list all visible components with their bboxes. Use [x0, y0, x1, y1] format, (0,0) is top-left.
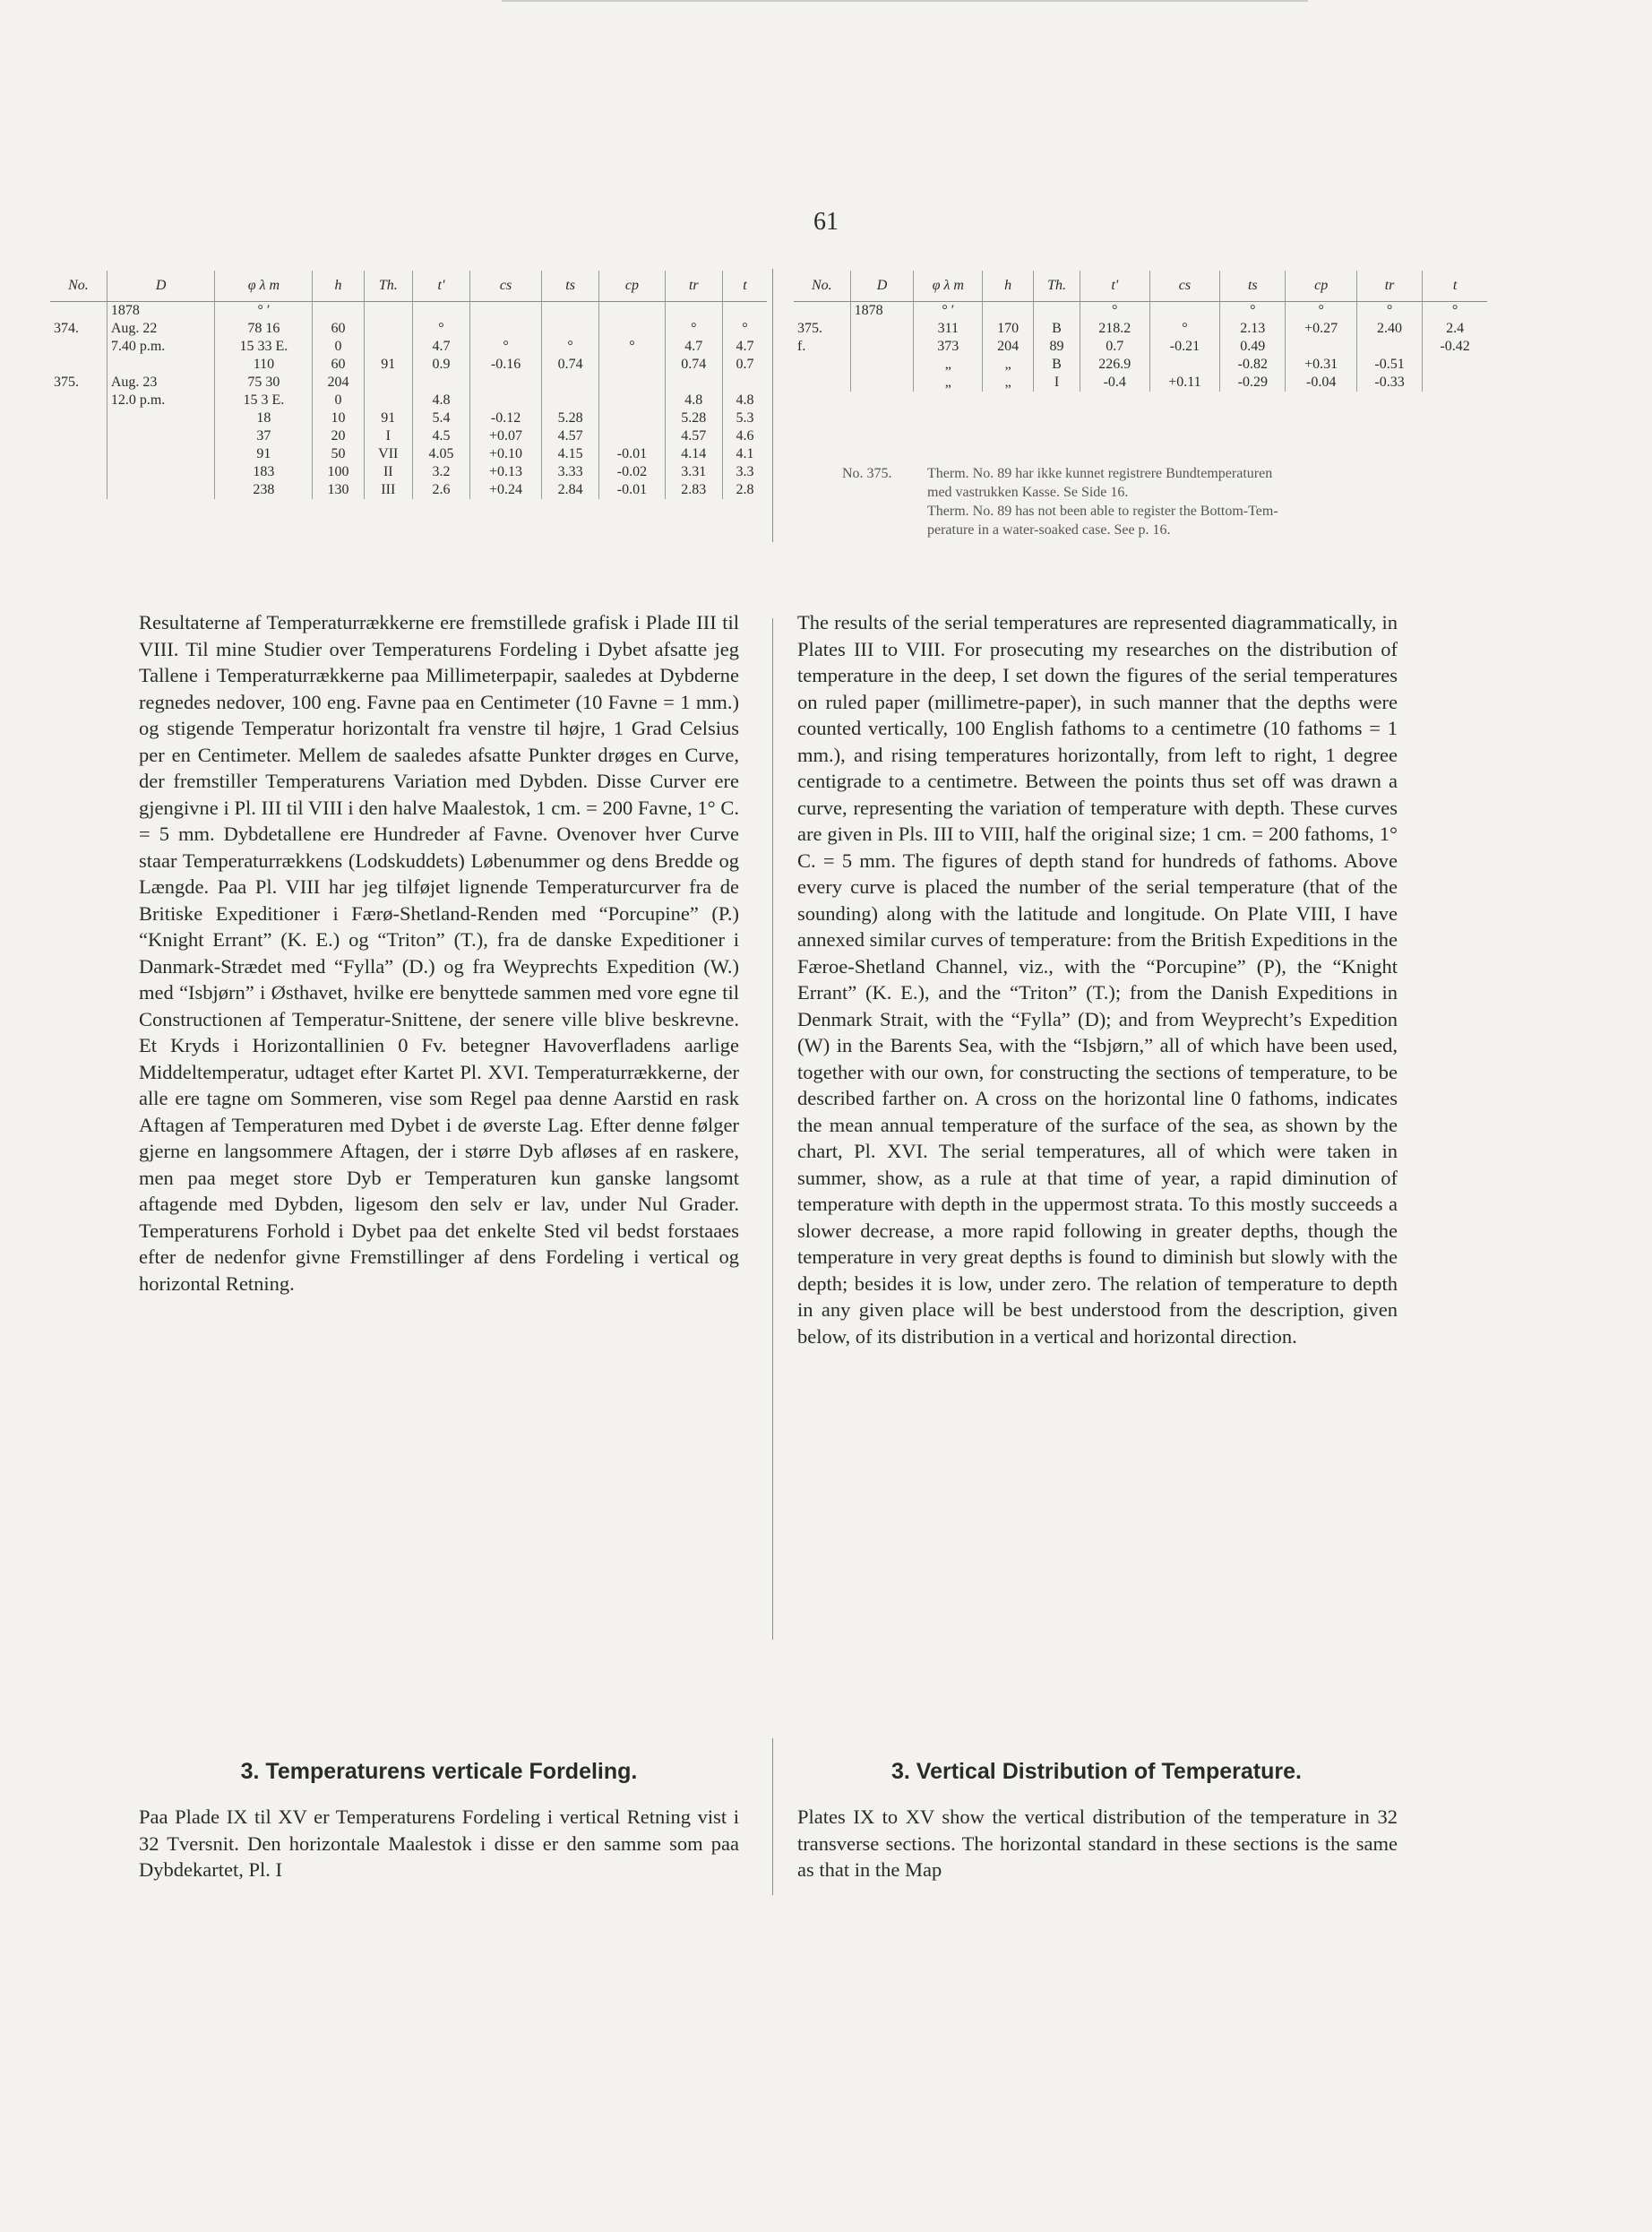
table-cell: 311	[914, 320, 983, 338]
table-cell: °	[1220, 302, 1286, 321]
table-cell: 183	[215, 463, 313, 481]
table-cell: +0.10	[470, 445, 542, 463]
table-cell: -0.51	[1356, 356, 1422, 374]
column-header: cs	[470, 271, 542, 302]
table-cell	[1149, 302, 1220, 321]
table-cell: 2.40	[1356, 320, 1422, 338]
column-header: t	[1423, 271, 1487, 302]
footnote-line: perature in a water-soaked case. See p. 16.	[927, 522, 1171, 538]
table-cell: 5.4	[412, 409, 469, 427]
table-cell: 4.14	[665, 445, 722, 463]
table-body	[794, 302, 1487, 392]
table-cell: 4.8	[722, 392, 767, 409]
table-cell: „	[983, 356, 1034, 374]
table-cell: 91	[364, 356, 412, 374]
column-header: D	[850, 271, 914, 302]
table-cell: 10	[313, 409, 364, 427]
table-cell	[850, 320, 914, 338]
table-row	[794, 320, 1487, 338]
table-cell: 374.	[54, 321, 79, 336]
table-row	[50, 392, 767, 409]
table-cell	[50, 427, 107, 445]
table-cell: I	[1034, 374, 1080, 392]
table-row	[50, 427, 767, 445]
column-header: t'	[1080, 271, 1149, 302]
table-cell: 1878	[850, 302, 914, 321]
column-divider-middle	[772, 618, 773, 1640]
table-cell: „	[983, 374, 1034, 392]
table-cell: 226.9	[1080, 356, 1149, 374]
table-cell: ° ′	[215, 302, 313, 321]
section-heading-norwegian: 3. Temperaturens verticale Fordeling.	[240, 1759, 638, 1784]
table-cell: 0.49	[1220, 338, 1286, 356]
serial-temperature-table-right	[794, 271, 1487, 392]
table-cell	[794, 374, 850, 392]
column-header: ts	[542, 271, 599, 302]
column-header: tr	[1356, 271, 1422, 302]
table-cell: °	[665, 320, 722, 338]
table-cell: 75 30	[215, 374, 313, 392]
table-cell	[1423, 374, 1487, 392]
table-cell: °	[1286, 302, 1357, 321]
table-cell: 5.3	[722, 409, 767, 427]
table-cell: +0.24	[470, 481, 542, 499]
norwegian-text-column	[139, 609, 739, 1297]
table-cell	[542, 302, 599, 321]
table-cell	[599, 374, 665, 392]
footnote-label: No. 375.	[842, 466, 892, 481]
table-cell	[364, 392, 412, 409]
table-cell: -0.29	[1220, 374, 1286, 392]
norwegian-paragraph: Resultaterne af Temperaturrækkerne ere fremstillede grafisk i Plade III til VIII. Til mine Studier over Temperaturens Fordeling i Dybet afsatte jeg Tallene i Temperaturrækkerne paa Millimeterpapir, saaledes at Dybderne regnedes nedover, 100 eng. Favne paa en Centimeter (10 Favne = 1 mm.) og stigende Temperatur horizontalt fra venstre til højre, 1 Grad Celsius per en Centimeter. Mellem de saaledes afsatte Punkter drøges en Curve, der fremstiller Temperaturens Variation med Dybden. Disse Curver ere gjengivne i Pl. III til VIII i den halve Maalestok, 1 cm. = 200 Favne, 1° C. = 5 mm. Dybdetallene ere Hundreder af Favne. Ovenover hver Curve staar Temperaturrækkens (Lodskuddets) Løbenummer og dens Bredde og Længde. Paa Pl. VIII har jeg tilføjet lignende Temperaturcurver fra de Britiske Expeditioner i Færø-Shetland-Renden med “Porcupine” (P.) “Knight Errant” (K. E.) og “Triton” (T.), fra de danske Expeditioner i Danmark-Strædet med “Fylla” (D.) og fra Weyprechts Expedition (W.) med “Isbjørn” i Østhavet, hvilke ere benyttede sammen med vore egne til Constructionen af Temperatur-Snittene, der senere ville blive beskrevne. Et Kryds i Horizontallinien 0 Fv. betegner Havoverfladens aarlige Middeltemperatur, udtaget efter Kartet Pl. XVI. Temperaturrækkerne, der alle ere tagne om Sommeren, vise som Regel paa denne Aarstid en rask Aftagen af Temperaturen med Dybet i de øverste Lag. Efter denne følger gjerne en langsommere Aftagen, der i større Dyb afløses af en raskere, men paa meget store Dyb er Temperaturen kun ganske langsomt aftagende med Dybden, ligesom den selv er lav, under Nul Grader. Temperaturens Forhold i Dybet paa det enkelte Sted vil bedst forstaaes efter de nedenfor givne Fremstillinger af dens Fordeling i vertical og horizontal Retning.	[139, 611, 739, 1295]
table-cell: 204	[983, 338, 1034, 356]
table-cell: 3.3	[722, 463, 767, 481]
english-text-column	[797, 609, 1398, 1349]
table-header-row	[794, 271, 1487, 302]
table-cell: 204	[313, 374, 364, 392]
section-text-norwegian: Paa Plade IX til XV er Temperaturens Fordeling i vertical Retning vist i 32 Tversnit. Den horizontale Maalestok i disse er den samme som paa Dybdekartet, Pl. I	[139, 1805, 739, 1881]
footnote-line: Therm. No. 89 har ikke kunnet registrere Bundtemperaturen	[927, 466, 1273, 481]
table-cell: 170	[983, 320, 1034, 338]
table-cell: 60	[313, 356, 364, 374]
column-header: D	[107, 271, 215, 302]
table-cell	[364, 320, 412, 338]
table-cell: 37	[215, 427, 313, 445]
table-cell: -0.82	[1220, 356, 1286, 374]
table-cell: 7.40 p.m.	[107, 338, 215, 356]
table-cell: 4.7	[412, 338, 469, 356]
table-cell	[107, 409, 215, 427]
table-cell: 4.7	[665, 338, 722, 356]
table-cell: 4.57	[542, 427, 599, 445]
table-cell: III	[364, 481, 412, 499]
table-cell: 0	[313, 338, 364, 356]
table-cell: -0.33	[1356, 374, 1422, 392]
table-cell: 375.	[797, 321, 822, 336]
table-cell: 78 16	[215, 320, 313, 338]
table-cell: +0.27	[1286, 320, 1357, 338]
table-cell: 2.8	[722, 481, 767, 499]
table-cell: 4.1	[722, 445, 767, 463]
table-cell	[50, 302, 107, 321]
table-cell: „	[914, 374, 983, 392]
table-cell	[1423, 356, 1487, 374]
table-cell: f.	[797, 339, 806, 354]
table-cell: 4.5	[412, 427, 469, 445]
table-cell: 5.28	[665, 409, 722, 427]
table-cell	[983, 302, 1034, 321]
scan-top-edge	[502, 0, 1308, 2]
table-cell: °	[599, 338, 665, 356]
table-cell: °	[1149, 320, 1220, 338]
table-cell: 50	[313, 445, 364, 463]
table-cell	[107, 463, 215, 481]
table-row	[50, 302, 767, 321]
column-header: No.	[50, 271, 107, 302]
table-cell: °	[470, 338, 542, 356]
table-cell: 0.74	[542, 356, 599, 374]
table-cell	[364, 338, 412, 356]
table-cell	[364, 374, 412, 392]
footnote-line: Therm. No. 89 has not been able to register the Bottom-Tem-	[927, 504, 1278, 519]
table-row	[794, 302, 1487, 321]
table-cell	[470, 392, 542, 409]
table-cell: +0.31	[1286, 356, 1357, 374]
table-row	[50, 338, 767, 356]
table-cell	[364, 302, 412, 321]
table-cell	[1356, 338, 1422, 356]
table-cell: B	[1034, 356, 1080, 374]
table-cell: -0.04	[1286, 374, 1357, 392]
table-cell: 15 3 E.	[215, 392, 313, 409]
table-cell	[850, 338, 914, 356]
table-cell: -0.01	[599, 445, 665, 463]
table-row	[50, 445, 767, 463]
table-cell	[599, 356, 665, 374]
table-cell	[107, 427, 215, 445]
table-cell: 375.	[54, 375, 79, 390]
table-body	[50, 302, 767, 500]
column-header: No.	[794, 271, 850, 302]
column-header: h	[313, 271, 364, 302]
table-cell: °	[412, 320, 469, 338]
table-row	[50, 481, 767, 499]
table-cell: 3.33	[542, 463, 599, 481]
table-cell	[1034, 302, 1080, 321]
table-cell: 1878	[107, 302, 215, 321]
table-cell: -0.16	[470, 356, 542, 374]
table-cell: 2.6	[412, 481, 469, 499]
table-cell: -0.4	[1080, 374, 1149, 392]
table-cell: 130	[313, 481, 364, 499]
table-cell	[599, 392, 665, 409]
table-cell: -0.12	[470, 409, 542, 427]
table-cell: +0.07	[470, 427, 542, 445]
table-row	[794, 374, 1487, 392]
table-cell	[665, 374, 722, 392]
column-header: Th.	[364, 271, 412, 302]
table-cell	[50, 338, 107, 356]
table-row	[50, 409, 767, 427]
table-cell	[599, 302, 665, 321]
table-cell: 4.15	[542, 445, 599, 463]
table-cell	[599, 427, 665, 445]
column-header: φ λ m	[914, 271, 983, 302]
table-cell: II	[364, 463, 412, 481]
table-cell: 15 33 E.	[215, 338, 313, 356]
table-cell: °	[1080, 302, 1149, 321]
table-cell: 4.05	[412, 445, 469, 463]
table-row	[50, 374, 767, 392]
table-cell: I	[364, 427, 412, 445]
table-cell	[50, 463, 107, 481]
table-cell	[470, 302, 542, 321]
table-cell: 238	[215, 481, 313, 499]
table-cell	[722, 374, 767, 392]
table-cell: +0.13	[470, 463, 542, 481]
page-number: 61	[813, 208, 839, 236]
table-cell: 2.83	[665, 481, 722, 499]
table-cell	[722, 302, 767, 321]
table-cell: 60	[313, 320, 364, 338]
table-cell: 91	[215, 445, 313, 463]
column-divider-top	[772, 269, 773, 542]
column-divider-bottom	[772, 1738, 773, 1895]
serial-temperature-table-left	[50, 271, 767, 499]
table-cell: „	[914, 356, 983, 374]
table-cell: VII	[364, 445, 412, 463]
table-cell: 2.4	[1423, 320, 1487, 338]
table-cell: 0.7	[1080, 338, 1149, 356]
table-cell: 100	[313, 463, 364, 481]
table-cell: -0.21	[1149, 338, 1220, 356]
table-cell: 4.8	[412, 392, 469, 409]
table-cell: 0.9	[412, 356, 469, 374]
column-header: φ λ m	[215, 271, 313, 302]
table-cell	[50, 445, 107, 463]
table-row	[50, 463, 767, 481]
table-cell: 3.2	[412, 463, 469, 481]
table-cell	[794, 302, 850, 321]
table-cell: 4.8	[665, 392, 722, 409]
table-cell	[850, 374, 914, 392]
table-cell: °	[1356, 302, 1422, 321]
table-cell	[412, 302, 469, 321]
footnote-text	[927, 464, 1491, 539]
column-header: cp	[1286, 271, 1357, 302]
table-footnote	[842, 464, 1491, 539]
table-cell: 4.57	[665, 427, 722, 445]
table-cell	[794, 356, 850, 374]
table-cell	[470, 320, 542, 338]
table-cell: 110	[215, 356, 313, 374]
table-cell	[599, 409, 665, 427]
section-heading-english: 3. Vertical Distribution of Temperature.	[891, 1759, 1302, 1784]
table-cell: 91	[364, 409, 412, 427]
table-cell	[542, 392, 599, 409]
table-cell	[50, 392, 107, 409]
table-cell	[542, 374, 599, 392]
table-cell: 0	[313, 392, 364, 409]
table-cell	[107, 481, 215, 499]
table-cell	[412, 374, 469, 392]
column-header: ts	[1220, 271, 1286, 302]
table-cell	[542, 320, 599, 338]
table-cell	[50, 356, 107, 374]
table-cell: 2.13	[1220, 320, 1286, 338]
table-cell: 3.31	[665, 463, 722, 481]
table-cell: 89	[1034, 338, 1080, 356]
table-cell: 12.0 p.m.	[107, 392, 215, 409]
column-header: cs	[1149, 271, 1220, 302]
table-cell: °	[1423, 302, 1487, 321]
table-cell	[50, 481, 107, 499]
table-row	[50, 320, 767, 338]
table-cell: 5.28	[542, 409, 599, 427]
english-paragraph: The results of the serial temperatures are represented diagrammatically, in Plates III to VIII. For prosecuting my researches on the distribution of temperature in the deep, I set down the figures of the serial temperatures on ruled paper (millimetre-paper), in such manner that the depths were counted vertically, 100 English fathoms to a centimetre (10 fathoms = 1 mm.), and rising temperatures horizontally, from left to right, 1 degree centigrade to a centimetre. Between the points thus set off was drawn a curve, representing the variation of temperature with depth. These curves are given in Pls. III to VIII, half the original size; 1 cm. = 200 fathoms, 1° C. = 5 mm. The figures of depth stand for hundreds of fathoms. Above every curve is placed the number of the serial temperature (that of the sounding) along with the latitude and longitude. On Plate VIII, I have annexed similar curves of temperature: from the British Expeditions in the Færoe-Shetland Channel, viz., with the “Porcupine” (P), the “Knight Errant” (K. E.), and the “Triton” (T.); from the Danish Expeditions in Denmark Strait, with the “Fylla” (D); and from Weyprecht’s Expedition (W) in the Barents Sea, with the “Isbjørn,” all of which have been used, together with our own, for constructing the sections of temperature, to be described farther on. A cross on the horizontal line 0 fathoms, indicates the mean annual temperature of the surface of the sea, as shown by the chart, Pl. XVI. The serial temperatures, all of which were taken in summer, show, as a rule at that time of year, a rapid diminution of temperature with depth in the uppermost strata. To this mostly succeeds a slower decrease, a more rapid following in greater depths, though the temperature in very great depths is found to diminish but slowly with the depth; besides it is low, under zero. The relation of temperature to depth in any given place will be best understood from the description, given below, of its distribution in a vertical and horizontal direction.	[797, 611, 1398, 1348]
table-cell: +0.11	[1149, 374, 1220, 392]
table-cell: -0.42	[1423, 338, 1487, 356]
table-cell: 4.7	[722, 338, 767, 356]
table-row	[794, 356, 1487, 374]
table-cell: 373	[914, 338, 983, 356]
table-row	[50, 356, 767, 374]
table-cell: Aug. 23	[107, 374, 215, 392]
table-cell: 18	[215, 409, 313, 427]
table-cell	[470, 374, 542, 392]
table-cell: 20	[313, 427, 364, 445]
table-cell: B	[1034, 320, 1080, 338]
table-cell	[665, 302, 722, 321]
table-cell	[313, 302, 364, 321]
column-header: tr	[665, 271, 722, 302]
table-row	[794, 338, 1487, 356]
table-cell	[599, 320, 665, 338]
table-cell	[850, 356, 914, 374]
footnote-line: med vastrukken Kasse. Se Side 16.	[927, 485, 1129, 500]
column-header: t'	[412, 271, 469, 302]
table-header-row	[50, 271, 767, 302]
table-cell: 2.84	[542, 481, 599, 499]
column-header: cp	[599, 271, 665, 302]
table-cell: °	[542, 338, 599, 356]
table-cell	[107, 356, 215, 374]
table-cell: 4.6	[722, 427, 767, 445]
table-cell	[1286, 338, 1357, 356]
table-cell	[1149, 356, 1220, 374]
column-header: Th.	[1034, 271, 1080, 302]
section-text-english: Plates IX to XV show the vertical distribution of the temperature in 32 transverse sections. The horizontal standard in these sections is the same as that in the Map	[797, 1805, 1398, 1881]
table-cell: -0.02	[599, 463, 665, 481]
table-cell: Aug. 22	[107, 320, 215, 338]
column-header: t	[722, 271, 767, 302]
table-cell	[107, 445, 215, 463]
table-cell: 0.7	[722, 356, 767, 374]
table-cell: 218.2	[1080, 320, 1149, 338]
table-cell: 0.74	[665, 356, 722, 374]
table-cell: °	[722, 320, 767, 338]
table-cell	[50, 409, 107, 427]
column-header: h	[983, 271, 1034, 302]
table-cell: -0.01	[599, 481, 665, 499]
table-cell: ° ′	[914, 302, 983, 321]
